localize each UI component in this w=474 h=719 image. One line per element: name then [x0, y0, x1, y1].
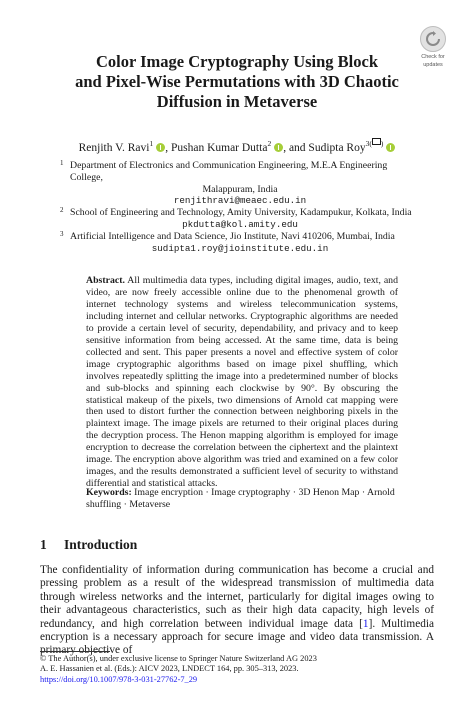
- copyright-footer: [40, 654, 460, 685]
- intro-paragraph: [40, 564, 434, 658]
- author-name: Renjith V. Ravi: [78, 141, 150, 154]
- author-affiliation-mark: 3(: [365, 139, 372, 148]
- keywords-text: Image encryption · Image cryptography · 3D Henon Map · Arnold shuffling · Metaverse: [86, 487, 395, 510]
- orcid-icon[interactable]: [274, 143, 283, 152]
- author-list: [20, 138, 454, 154]
- copyright-line: © The Author(s), under exclusive license to Springer Nature Switzerland AG 2023: [40, 654, 317, 663]
- affiliation-number: 2: [60, 206, 64, 215]
- doi-link[interactable]: https://doi.org/10.1007/978-3-031-27762-7_29: [40, 674, 198, 684]
- abstract-label: Abstract.: [86, 275, 125, 286]
- affiliation-number: 3: [60, 229, 64, 238]
- citation-link[interactable]: 1: [362, 617, 369, 630]
- affiliation-email: sudipta1.roy@jioinstitute.edu.in: [151, 242, 329, 254]
- section-title: Introduction: [64, 537, 138, 552]
- footnote-divider: [40, 651, 110, 652]
- author-affiliation-mark: 1: [149, 139, 154, 148]
- affiliation-text: Malappuram, India: [202, 183, 278, 195]
- title-line-3: Diffusion in Metaverse: [156, 92, 318, 111]
- title-line-1: Color Image Cryptography Using Block: [95, 52, 379, 71]
- badge-label-line2: updates: [423, 62, 443, 68]
- paper-title: [40, 52, 434, 112]
- affiliation-email: pkdutta@kol.amity.edu: [182, 218, 298, 230]
- badge-label-line1: Check for: [421, 54, 445, 60]
- affiliation-text: School of Engineering and Technology, Amity University, Kadampukur, Kolkata, India: [70, 207, 412, 219]
- author-affiliation-mark: 2: [267, 139, 272, 148]
- author-separator: , and: [283, 141, 309, 154]
- affiliations: [60, 160, 420, 254]
- affiliation-text: Department of Electronics and Communication Engineering, M.E.A Engineering College,: [70, 160, 388, 183]
- citation-line: A. E. Hassanien et al. (Eds.): AICV 2023, LNDECT 164, pp. 305–313, 2023.: [40, 664, 299, 674]
- author-separator: ,: [165, 141, 171, 154]
- affiliation-item: [60, 231, 420, 255]
- author-affiliation-mark-close: ): [380, 139, 384, 148]
- keywords-label: Keywords:: [86, 487, 132, 498]
- envelope-icon: [372, 138, 381, 145]
- affiliation-number: 1: [60, 159, 64, 167]
- orcid-icon[interactable]: [386, 143, 395, 152]
- affiliation-item: [60, 160, 420, 207]
- author-name: Pushan Kumar Dutta: [170, 141, 268, 154]
- intro-text: The confidentiality of information during communication has become a crucial and pressing problem as a result of the widespread transmission of multimedia data through wireless networks and the internet, particularly for digital images owing to their advantageous characteristics, such as their high data capacity, high levels of redundancy, and high correlation between individual image data [: [40, 564, 434, 630]
- abstract: [86, 275, 398, 490]
- affiliation-text: Artificial Intelligence and Data Science, Jio Institute, Navi 410206, Mumbai, India: [70, 230, 395, 242]
- refresh-icon: [420, 26, 446, 52]
- section-number: 1: [40, 537, 47, 552]
- affiliation-item: [60, 207, 420, 231]
- intro-text: ]. Multimedia encryption is a necessary approach for secure image and video data transmission. A primary objective of: [40, 617, 435, 657]
- keywords: [86, 487, 398, 511]
- author-name: Sudipta Roy: [308, 141, 366, 154]
- title-line-2: and Pixel-Wise Permutations with 3D Chaotic: [75, 72, 399, 91]
- abstract-text: All multimedia data types, including digital images, audio, text, and video, are now freely accessible online due to the phenomenal growth of internet technology systems and wireless telecommunication systems, including internet and cellular networks. Cryptographic algorithms are needed to provide a certain level of security, dependability, and privacy and to keep sensitive information from being accessed. At the same time, data is being collected and sent. This paper presents a novel and effective system of color image cryptographic algorithms based on image pixel shuffling, which involves repeatedly splitting the image into a predetermined number of blocks and sub-blocks and spinning each clockwise by 90°. By obscuring the statistical makeup of the pixels, two dimensions of Arnold cat mapping were then used to distort further the connection between neighboring pixels in the plaintext image. The image pixels are returned to their original places during the decryption process. The Henon mapping algorithm is employed for image encryption to decrease the correlation between the ciphertext and the plaintext image. The encryption above algorithm was tried and examined on a few color images, and the results demonstrated a sufficient level of security to withstand differential and statistical attacks.: [86, 275, 398, 490]
- affiliation-email: renjithravi@meaec.edu.in: [173, 195, 307, 207]
- orcid-icon[interactable]: [156, 143, 165, 152]
- section-heading: [40, 537, 137, 553]
